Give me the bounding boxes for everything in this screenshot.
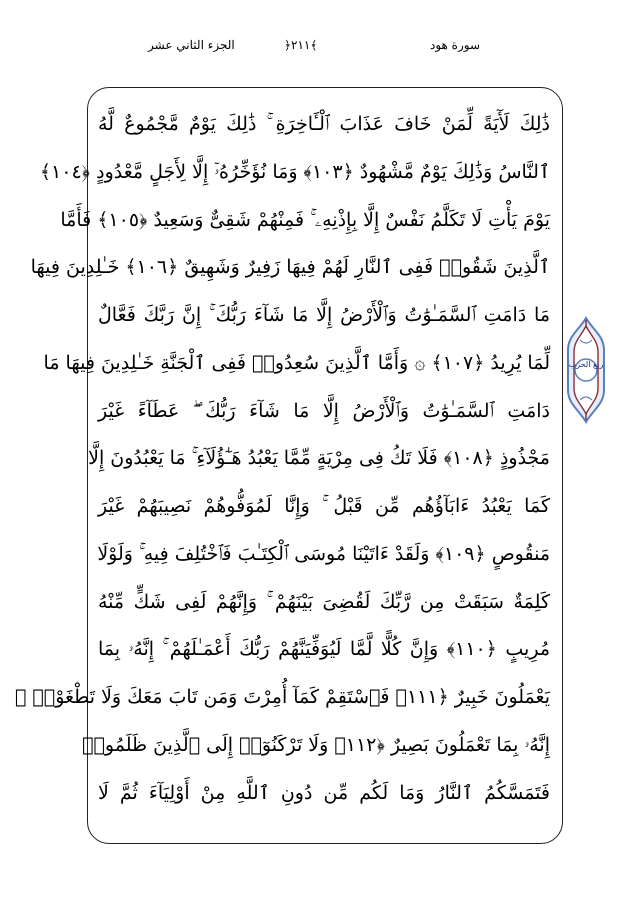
verse-text [14, 104, 550, 837]
text-line: مُرِيبٍ ﴿١١٠﴾ وَإِنَّ كُلًّا لَّمَّا لَيُوَفِّيَنَّهُمْ رَبُّكَ أَعْمَـٰلَهُمْ ۚ إِنَّهُۥ بِمَا [98, 638, 550, 660]
text-line: مَجْذُوذٍ ﴿١٠٨﴾ فَلَا تَكُ فِى مِرْيَةٍ مِّمَّا يَعْبُدُ هَـٰٓؤُلَآءِ ۚ مَا يَعْبُدُونَ إِلَّا [88, 447, 550, 469]
text-line: دَامَتِ ٱلسَّمَـٰوَٰتُ وَٱلْأَرْضُ إِلَّا مَا شَآءَ رَبُّكَ ۖ عَطَآءً غَيْرَ [98, 400, 550, 422]
text-line: ٱلنَّاسُ وَذَٰلِكَ يَوْمٌ مَّشْهُودٌ ﴿١٠٣﴾ وَمَا نُؤَخِّرُهُۥٓ إِلَّا لِأَجَلٍ مَّعْدُودٍ ﴿١٠٤﴾ [39, 161, 550, 183]
hizb-quarter-medallion-icon [566, 316, 606, 424]
text-line: يَعْمَلُونَ خَبِيرٌ ﴿١١١﴾ فَٱسْتَقِمْ كَمَآ أُمِرْتَ وَمَن تَابَ مَعَكَ وَلَا تَطْغَوْا۟ ۚ [14, 686, 550, 708]
text-line: فَتَمَسَّكُمُ ٱلنَّارُ وَمَا لَكُم مِّن دُونِ ٱللَّهِ مِنْ أَوْلِيَآءَ ثُمَّ لَا [98, 782, 550, 804]
surah-title: سورة هود [430, 38, 481, 52]
text-line: ذَٰلِكَ لَأٓيَةً لِّمَنْ خَافَ عَذَابَ ٱلْـَٔاخِرَةِ ۚ ذَٰلِكَ يَوْمٌ مَّجْمُوعٌ لَّهُ [98, 113, 550, 135]
text-line: يَوْمَ يَأْتِ لَا تَكَلَّمُ نَفْسٌ إِلَّا بِإِذْنِهِۦ ۚ فَمِنْهُمْ شَقِىٌّ وَسَعِيدٌ ﴿١٠٥﴾ فَأَمَّا [60, 209, 550, 231]
text-line: لِّمَا يُرِيدُ ﴿١٠٧﴾ ۞ وَأَمَّا ٱلَّذِينَ سُعِدُوا۟ فَفِى ٱلْجَنَّةِ خَـٰلِدِينَ فِيهَا مَا [43, 352, 550, 374]
page-number: ﴿٢١١﴾ [284, 38, 318, 52]
text-line: كَمَا يَعْبُدُ ءَابَآؤُهُم مِّن قَبْلُ ۚ وَإِنَّا لَمُوَفُّوهُمْ نَصِيبَهُمْ غَيْرَ [98, 495, 550, 517]
text-line: مَنقُوصٍ ﴿١٠٩﴾ وَلَقَدْ ءَاتَيْنَا مُوسَى ٱلْكِتَـٰبَ فَٱخْتُلِفَ فِيهِ ۚ وَلَوْلَا [97, 543, 550, 565]
text-line: ٱلَّذِينَ شَقُوا۟ فَفِى ٱلنَّارِ لَهُمْ فِيهَا زَفِيرٌ وَشَهِيقٌ ﴿١٠٦﴾ خَـٰلِدِينَ فِيهَا [30, 256, 550, 278]
juz-title: الجزء الثاني عشر [148, 38, 235, 52]
text-line: كَلِمَةٌ سَبَقَتْ مِن رَّبِّكَ لَقُضِىَ بَيْنَهُمْ ۚ وَإِنَّهُمْ لَفِى شَكٍّ مِّنْهُ [98, 591, 550, 613]
text-line: مَا دَامَتِ ٱلسَّمَـٰوَٰتُ وَٱلْأَرْضُ إِلَّا مَا شَآءَ رَبُّكَ ۚ إِنَّ رَبَّكَ فَعَّالٌ [98, 304, 550, 326]
hizb-quarter-label: ربع الحزب [568, 360, 604, 369]
text-line: إِنَّهُۥ بِمَا تَعْمَلُونَ بَصِيرٌ ﴿١١٢﴾ وَلَا تَرْكَنُوٓا۟ إِلَى ٱلَّذِينَ ظَلَمُوا۟ [82, 734, 550, 756]
page-header [100, 36, 530, 64]
